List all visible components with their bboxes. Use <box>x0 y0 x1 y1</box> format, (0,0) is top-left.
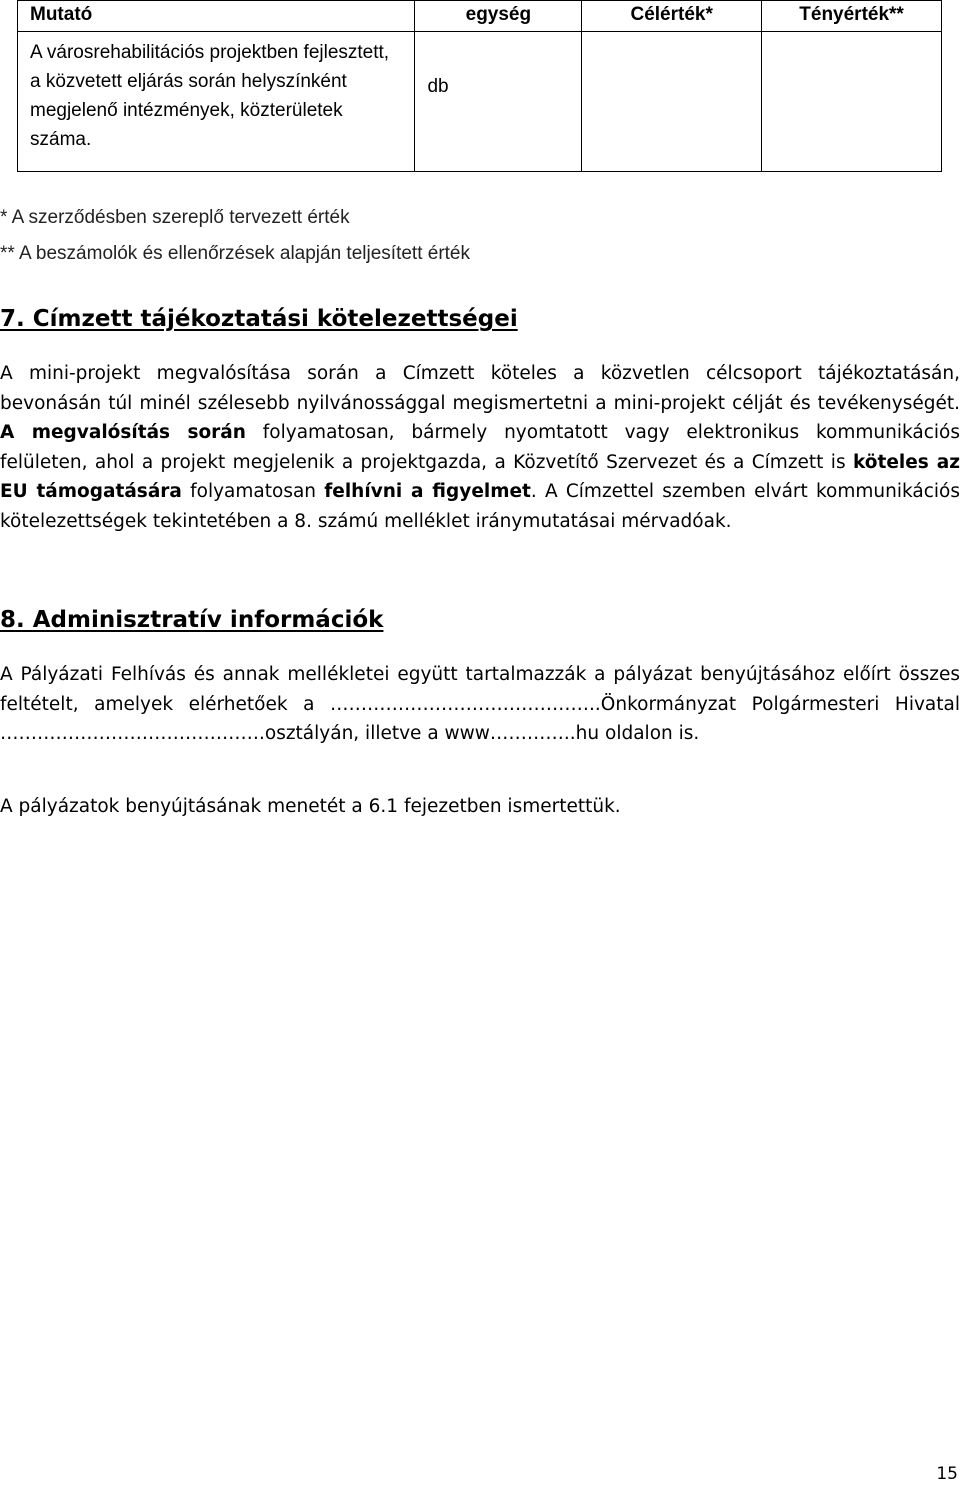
footnote-actual: ** A beszámolók és ellenőrzések alapján teljesített érték <box>0 243 470 264</box>
page-number: 15 <box>936 1464 958 1484</box>
section-7-bold-a: A megvalósítás során <box>0 422 246 444</box>
section-8-paragraph-1: A Pályázati Felhívás és annak mellékletei együtt tartalmazzák a pályázat benyújtásához előírt összes feltételt, amelyek elérhetőek a ……………………………………..Önkormányzat Polgármesteri Hivatal …………………………………….osztályán, illetve a www…………..hu oldalon is. <box>0 664 960 745</box>
table-footnotes <box>0 200 960 272</box>
section-7-text-c: folyamatosan <box>190 481 317 503</box>
header-tenyertek: Tényérték** <box>762 1 942 32</box>
section-7-bold-c: felhívni a figyelmet <box>324 481 531 503</box>
section-7-text-a: A mini-projekt megvalósítása során a Címzett köteles a közvetlen célcsoport tájékoztatásán, bevonásán túl minél szélesebb nyilvánossággal megismertetni a mini-projekt célját és tevékenységét. <box>0 363 960 414</box>
section-7-heading: 7. Címzett tájékoztatási kötelezettségei <box>0 306 518 332</box>
header-mutato: Mutató <box>18 1 415 32</box>
indicator-table <box>17 0 942 172</box>
indicator-unit: db <box>415 32 582 172</box>
table-row <box>18 32 942 172</box>
section-8-heading: 8. Adminisztratív információk <box>0 607 384 633</box>
header-egyseg: egység <box>415 1 582 32</box>
section-8-paragraph-2: A pályázatok benyújtásának menetét a 6.1 fejezetben ismertettük. <box>0 796 621 817</box>
section-7-bold-b: köteles az EU támogatására <box>0 451 960 503</box>
footnote-target: * A szerződésben szereplő tervezett érték <box>0 207 350 228</box>
section-7-text-d: . A Címzettel szemben elvárt kommunikációs kötelezettségek tekintetében a 8. számú melléklet iránymutatásai mérvadóak. <box>0 481 960 532</box>
section-7-paragraph <box>0 359 960 537</box>
header-celertek: Célérték* <box>582 1 762 32</box>
target-value <box>582 32 762 172</box>
indicator-description: A városrehabilitációs projektben fejlesztett, a közvetett eljárás során helyszínként megjelenő intézmények, közterületek száma. <box>18 32 415 172</box>
table-header-row <box>18 1 942 32</box>
section-7-text-b: folyamatosan, bármely nyomtatott vagy elektronikus kommunikációs felületen, ahol a projekt megjelenik a projektgazda, a Közvetítő Szervezet és a Címzett is <box>0 422 960 473</box>
actual-value <box>762 32 942 172</box>
